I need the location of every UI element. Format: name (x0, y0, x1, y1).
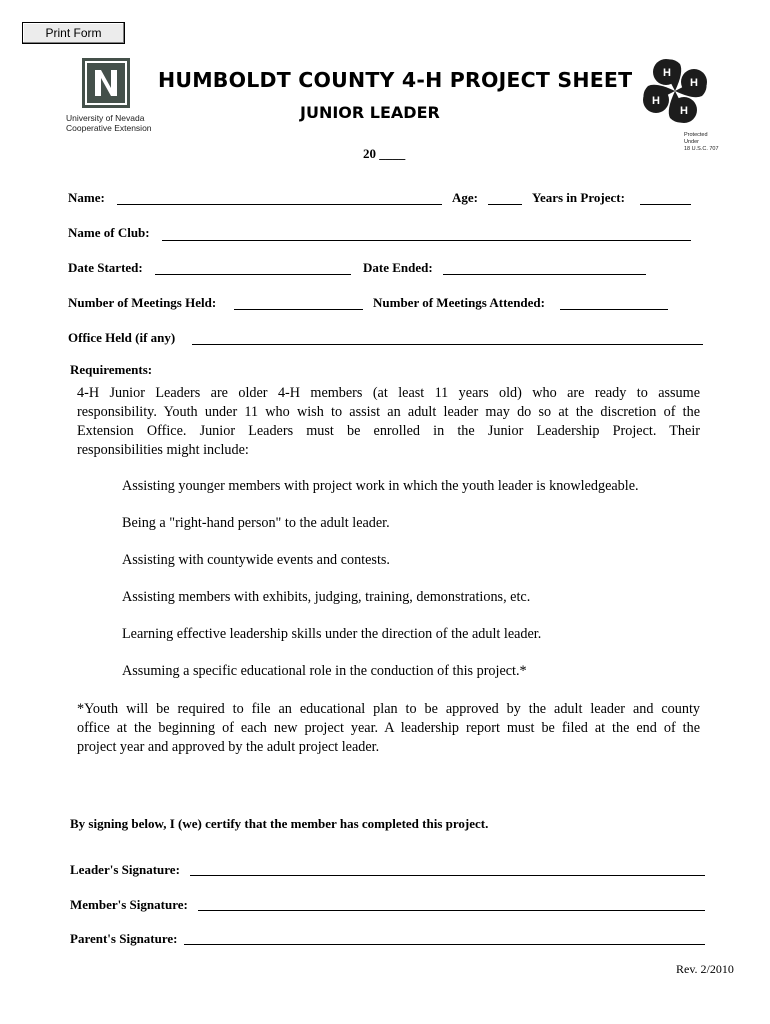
meetings-held-label: Number of Meetings Held: (68, 295, 217, 310)
date-started-input[interactable] (155, 274, 351, 275)
print-form-button[interactable]: Print Form (22, 22, 125, 44)
meetings-attended-label: Number of Meetings Attended: (373, 295, 545, 310)
note-line: *Youth will be required to file an educational plan to be approved by the adult leader and county (77, 701, 700, 717)
revision-date: Rev. 2/2010 (676, 962, 734, 976)
page-subtitle: JUNIOR LEADER (300, 103, 440, 122)
responsibility-item: Assuming a specific educational role in the conduction of this project.* (122, 663, 527, 679)
svg-text:H: H (690, 77, 698, 89)
requirements-note (77, 700, 700, 757)
responsibility-item: Assisting with countywide events and contests. (122, 552, 390, 568)
responsibility-item: Being a "right-hand person" to the adult leader. (122, 515, 390, 531)
svg-text:H: H (652, 95, 660, 107)
certify-statement: By signing below, I (we) certify that the member has completed this project. (70, 816, 489, 831)
intro-line: responsibility. Youth under 11 who wish to assist an adult leader may do so at the discretion of the (77, 404, 700, 420)
note-line: project year and approved by the adult project leader. (77, 739, 380, 755)
years-in-project-input[interactable] (640, 204, 691, 205)
member-signature-label: Member's Signature: (70, 897, 188, 912)
university-logo (82, 58, 130, 108)
leader-signature-input[interactable] (190, 875, 705, 876)
office-held-label: Office Held (if any) (68, 330, 176, 345)
protected-notice (684, 132, 724, 153)
university-label: University of Nevada (66, 113, 145, 123)
requirements-intro (77, 384, 700, 460)
date-ended-label: Date Ended: (363, 260, 433, 275)
svg-text:H: H (663, 67, 671, 79)
parent-signature-label: Parent's Signature: (70, 931, 178, 946)
responsibility-item: Learning effective leadership skills under the direction of the adult leader. (122, 626, 542, 642)
club-input[interactable] (162, 240, 691, 241)
four-h-clover-icon (640, 56, 710, 126)
club-label: Name of Club: (68, 225, 150, 240)
requirements-heading: Requirements: (70, 362, 153, 377)
years-in-project-label: Years in Project: (532, 190, 625, 205)
date-started-label: Date Started: (68, 260, 143, 275)
responsibility-item: Assisting younger members with project work in which the youth leader is knowledgeable. (122, 478, 639, 494)
extension-label: Cooperative Extension (66, 123, 152, 133)
name-input[interactable] (117, 204, 442, 205)
member-signature-input[interactable] (198, 910, 705, 911)
responsibility-item: Assisting members with exhibits, judging, training, demonstrations, etc. (122, 589, 531, 605)
meetings-attended-input[interactable] (560, 309, 668, 310)
protected-line-1: Protected Under (684, 132, 708, 145)
intro-line: 4-H Junior Leaders are older 4-H members (at least 11 years old) who are ready to assume (77, 385, 700, 401)
date-ended-input[interactable] (443, 274, 646, 275)
intro-line: responsibilities might include: (77, 442, 249, 458)
svg-text:H: H (680, 105, 688, 117)
protected-line-2: 18 U.S.C. 707 (684, 146, 719, 152)
university-name (66, 113, 152, 133)
leader-signature-label: Leader's Signature: (70, 862, 180, 877)
age-input[interactable] (488, 204, 522, 205)
year-field[interactable]: 20 ____ (363, 146, 406, 161)
note-line: office at the beginning of each new project year. A leadership report must be filed at the end of the (77, 720, 700, 736)
page-title: HUMBOLDT COUNTY 4-H PROJECT SHEET (158, 68, 633, 92)
intro-line: Extension Office. Junior Leaders must be enrolled in the Junior Leadership Project. Their (77, 423, 700, 439)
office-held-input[interactable] (192, 344, 703, 345)
n-logo-icon (82, 58, 130, 108)
age-label: Age: (452, 190, 478, 205)
parent-signature-input[interactable] (184, 944, 705, 945)
meetings-held-input[interactable] (234, 309, 363, 310)
name-label: Name: (68, 190, 105, 205)
